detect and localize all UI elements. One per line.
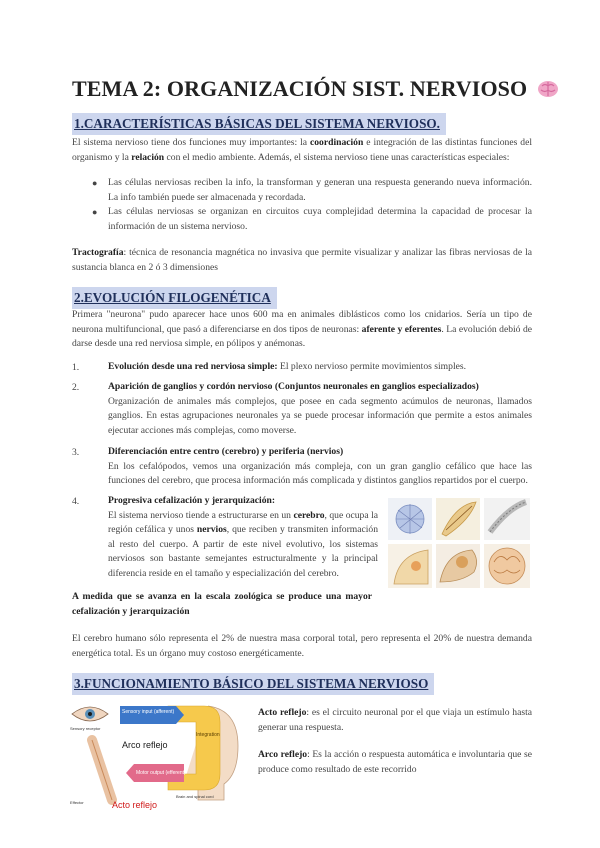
reflex-arc-figure [68, 700, 244, 810]
bullet-item: Las células nerviosas se organizan en circuitos cuya complejidad determina la capacidad de procesar la información de un sistema nervioso. [108, 206, 532, 232]
evolution-item-3: Diferenciación entre centro (cerebro) y periferia (nervios) En los cefalópodos, vemos una organización más compleja, con un gran ganglio cefálico que hace las funciones del cerebro, que procesa información más complicada y distintos ganglios repartidos por el cuerpo. [108, 446, 532, 487]
acto-reflejo-definition: Acto reflejo: es el circuito neuronal por el que viaja un estímulo hasta generar una respuesta. [258, 707, 533, 733]
cefalizacion-conclusion: A medida que se avanza en la escala zoológica se produce una mayor cefalización y jerarquización [72, 591, 372, 617]
integration-label: Integration [196, 732, 220, 738]
evolution-item-4: Progresiva cefalización y jerarquización: El sistema nervioso tiende a estructurarse en un cerebro, que ocupa la región cefálica y unos nervios, que reciben y transmiten información al resto del cuerpo. A partir de este nivel evolutivo, los sistemas nerviosos son bastante semejantes estructuralmente y la principal diferencia reside en el tamaño y especialización del cerebro. [108, 495, 378, 579]
section2-intro: Primera "neurona" pudo aparecer hace unos 600 ma en animales diblásticos como los cnidarios. Sería un tipo de neurona multifuncional, que pasó a diferenciarse en dos tipos de neuronas: aferente y eferentes. La evolución debió de darse desde una red nerviosa simple, en pólipos y anémonas. [72, 309, 532, 350]
item-number: 3. [72, 447, 80, 458]
section1-intro: El sistema nervioso tiene dos funciones muy importantes: la coordinación e integración de las distintas funciones del organismo y la relación con el medio ambiente. Además, el sistema nervioso tiene unas características especiales: [72, 137, 532, 163]
annelid-nerve-cord-image [484, 498, 530, 540]
section-heading-1: 1.CARACTERÍSTICAS BÁSICAS DEL SISTEMA NERVIOSO. [72, 113, 446, 135]
section-heading-3: 3.FUNCIONAMIENTO BÁSICO DEL SISTEMA NERVIOSO [72, 673, 434, 695]
motor-output-label: Motor output (efferent) [136, 770, 186, 776]
nervous-system-evolution-figure [386, 496, 532, 590]
acto-reflejo-figure-label: Acto reflejo [112, 800, 158, 810]
human-brain-image [484, 544, 530, 588]
evolution-item-2: Aparición de ganglios y cordón nervioso (Conjuntos neuronales en ganglios especializados) Organización de animales más complejos, que posee en cada segmento acúmulos de neuronas, llamados ganglios. En estas agrupaciones neuronales ya se puede procesar información que permite a estos animales ejecutar acciones más complejas, como moverse. [108, 381, 532, 436]
item-number: 1. [72, 362, 80, 373]
bird-brain-image [436, 544, 480, 588]
item-number: 4. [72, 496, 80, 507]
brain-icon [537, 80, 559, 98]
section-heading-2: 2.EVOLUCIÓN FILOGENÉTICA [72, 287, 277, 309]
sensory-input-label: Sensory input (afferent) [122, 709, 175, 715]
brain-spinal-label: Brain and spinal cord [176, 794, 214, 799]
insect-brain-image [388, 544, 432, 588]
arco-reflejo-figure-label: Arco reflejo [122, 740, 168, 750]
bullet-item: Las células nerviosas reciben la info, la transforman y generan una respuesta generando nueva información. La info también puede ser almacenada y recordada. [108, 177, 532, 203]
brain-energy-paragraph: El cerebro humano sólo representa el 2% de nuestra masa corporal total, pero representa el 20% de nuestra demanda energética total. Es un órgano muy costoso energéticamente. [72, 633, 532, 659]
arco-reflejo-definition: Arco reflejo: Es la acción o respuesta automática e involuntaria que se produce como resultado de este recorrido [258, 749, 532, 775]
planarian-ganglia-image [436, 498, 480, 540]
effector-label: Effector [70, 800, 84, 805]
sensory-receptor-label: Sensory receptor [70, 726, 101, 731]
bullet-icon: ● [92, 178, 98, 188]
hydra-nerve-net-image [388, 498, 432, 540]
item-number: 2. [72, 382, 80, 393]
bullet-icon: ● [92, 207, 98, 217]
evolution-item-1: Evolución desde una red nerviosa simple: El plexo nervioso permite movimientos simples. [108, 361, 466, 372]
page-title: TEMA 2: ORGANIZACIÓN SIST. NERVIOSO [72, 76, 559, 102]
tractografia-definition: Tractografía: técnica de resonancia magnética no invasiva que permite visualizar y analizar las fibras nerviosas de la sustancia blanca en 2 ó 3 dimensiones [72, 247, 532, 273]
